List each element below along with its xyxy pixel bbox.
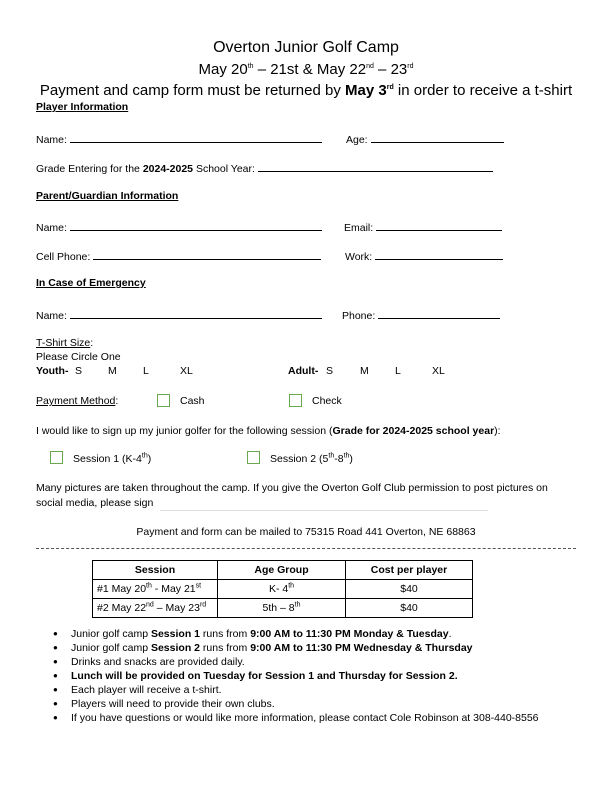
- info-bullets: [36, 628, 539, 726]
- mail-address: Payment and form can be mailed to 75315 Road 441 Overton, NE 68863: [136, 526, 476, 538]
- adult-size-l[interactable]: L: [395, 365, 401, 377]
- list-item: ● If you have questions or would like more information, please contact Cole Robinson at 308-440-8556: [36, 712, 539, 726]
- session-table: [92, 560, 473, 618]
- youth-size-m[interactable]: M: [108, 365, 117, 377]
- table-row: [93, 599, 473, 618]
- youth-size-s[interactable]: S: [75, 365, 83, 377]
- table-header-age: Age Group: [218, 561, 346, 580]
- row2-age: 5th – 8th: [218, 599, 346, 618]
- player-name-field[interactable]: Name:: [36, 131, 322, 146]
- adult-size-xl[interactable]: XL: [432, 365, 445, 377]
- row2-session: #2 May 22nd – May 23rd: [93, 599, 218, 618]
- session2-checkbox[interactable]: [247, 451, 260, 464]
- check-label: Check: [312, 395, 342, 407]
- player-info-heading: Player Information: [36, 101, 129, 113]
- list-item: ● Players will need to provide their own clubs.: [36, 698, 539, 712]
- adult-size-m[interactable]: M: [360, 365, 369, 377]
- row1-session: #1 May 20th - May 21st: [93, 580, 218, 599]
- list-item: ● Junior golf camp Session 1 runs from 9:00 AM to 11:30 PM Monday & Tuesday.: [36, 628, 539, 642]
- emergency-name-field[interactable]: Name:: [36, 307, 322, 322]
- signature-line[interactable]: [160, 510, 488, 511]
- emergency-heading: In Case of Emergency: [36, 277, 146, 289]
- parent-email-field[interactable]: Email:: [344, 219, 502, 234]
- youth-size-l[interactable]: L: [143, 365, 149, 377]
- table-header-session: Session: [93, 561, 218, 580]
- cash-label: Cash: [180, 395, 205, 407]
- check-checkbox[interactable]: [289, 394, 302, 407]
- work-phone-field[interactable]: Work:: [345, 248, 503, 263]
- photo-permission-line1: Many pictures are taken throughout the camp. If you give the Overton Golf Club permission to post pictures on: [36, 482, 548, 494]
- list-item: ● Junior golf camp Session 2 runs from 9:00 AM to 11:30 PM Wednesday & Thursday: [36, 642, 539, 656]
- list-item: ● Each player will receive a t-shirt.: [36, 684, 539, 698]
- cell-phone-field[interactable]: Cell Phone:: [36, 248, 321, 263]
- parent-name-field[interactable]: Name:: [36, 219, 322, 234]
- session1-label: Session 1 (K-4th): [73, 452, 152, 465]
- tshirt-instruction: Please Circle One: [36, 351, 121, 363]
- cut-line: [36, 548, 576, 549]
- page-title: Overton Junior Golf Camp: [213, 39, 399, 56]
- grade-field[interactable]: Grade Entering for the 2024-2025 School Year:: [36, 160, 493, 175]
- parent-info-heading: Parent/Guardian Information: [36, 190, 179, 202]
- cash-checkbox[interactable]: [157, 394, 170, 407]
- camp-dates: May 20th – 21st & May 22nd – 23rd: [198, 61, 414, 78]
- emergency-phone-field[interactable]: Phone:: [342, 307, 500, 322]
- table-row: [93, 580, 473, 599]
- tshirt-heading: T-Shirt Size:: [36, 337, 94, 349]
- session1-checkbox[interactable]: [50, 451, 63, 464]
- youth-size-xl[interactable]: XL: [180, 365, 193, 377]
- row1-cost: $40: [346, 580, 473, 599]
- adult-label: Adult-: [288, 365, 319, 377]
- photo-permission-line2: social media, please sign: [36, 497, 154, 509]
- list-item: ● Drinks and snacks are provided daily.: [36, 656, 539, 670]
- adult-size-s[interactable]: S: [326, 365, 334, 377]
- list-item: ● Lunch will be provided on Tuesday for Session 1 and Thursday for Session 2.: [36, 670, 539, 684]
- youth-label: Youth-: [36, 365, 69, 377]
- session-signup-text: I would like to sign up my junior golfer for the following session (Grade for 2024-2025 school year):: [36, 425, 501, 437]
- deadline-notice: Payment and camp form must be returned by May 3rd in order to receive a t-shirt: [39, 82, 573, 99]
- session2-label: Session 2 (5th-8th): [270, 452, 353, 465]
- row2-cost: $40: [346, 599, 473, 618]
- payment-heading: Payment Method:: [36, 395, 119, 407]
- player-age-field[interactable]: Age:: [346, 131, 504, 146]
- row1-age: K- 4th: [218, 580, 346, 599]
- table-header-cost: Cost per player: [346, 561, 473, 580]
